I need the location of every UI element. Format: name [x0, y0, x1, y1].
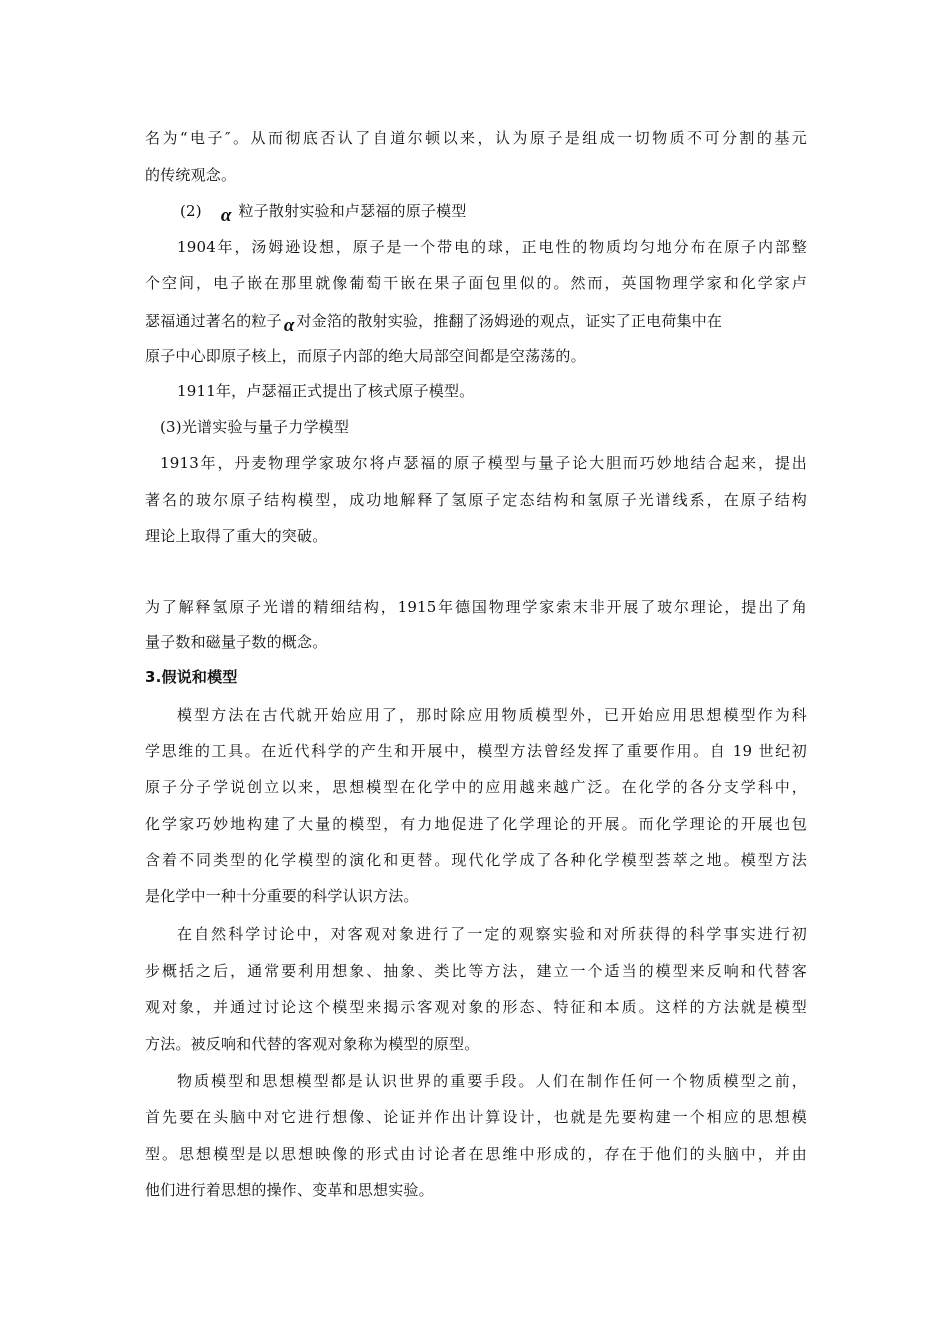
- paragraph-line: 学思维的工具。在近代科学的产生和开展中，模型方法曾经发挥了重要作用。自 19 世纪初: [145, 742, 807, 760]
- paragraph-line: 为了解释氢原子光谱的精细结构，1915年德国物理学家索末非开展了玻尔理论，提出了角: [145, 598, 807, 616]
- paragraph-line: 含着不同类型的化学模型的演化和更替。现代化学成了各种化学模型荟萃之地。模型方法: [145, 851, 807, 869]
- section-heading-hypothesis-model: 3.假说和模型: [145, 668, 238, 686]
- paragraph-line: 物质模型和思想模型都是认识世界的重要手段。人们在制作任何一个物质模型之前，: [177, 1072, 807, 1090]
- paragraph-line: 首先要在头脑中对它进行想像、论证并作出计算设计，也就是先要构建一个相应的思想模: [145, 1108, 807, 1126]
- paragraph-line: 1911年，卢瑟福正式提出了核式原子模型。: [177, 382, 475, 400]
- paragraph-line: 量子数和磁量子数的概念。: [145, 633, 328, 651]
- paragraph-text: 对金箔的散射实验，推翻了汤姆逊的观点，证实了正电荷集中在: [296, 312, 723, 330]
- paragraph-line: 1913年，丹麦物理学家玻尔将卢瑟福的原子模型与量子论大胆而巧妙地结合起来，提出: [160, 454, 807, 472]
- section-heading-2: [180, 201, 467, 226]
- paragraph-line: 在自然科学讨论中，对客观对象进行了一定的观察实验和对所获得的科学事实进行初: [177, 925, 807, 943]
- paragraph-line: 1904年，汤姆逊设想，原子是一个带电的球，正电性的物质均匀地分布在原子内部整: [177, 238, 807, 256]
- paragraph-line: 的传统观念。: [145, 166, 237, 184]
- paragraph-line: 理论上取得了重大的突破。: [145, 527, 328, 545]
- paragraph-line: 是化学中一种十分重要的科学认识方法。: [145, 887, 419, 905]
- paragraph-line: 方法。被反响和代替的客观对象称为模型的原型。: [145, 1035, 480, 1053]
- section-number: (2): [180, 202, 202, 220]
- paragraph-line: 他们进行着思想的操作、变革和思想实验。: [145, 1181, 434, 1199]
- paragraph-line: 模型方法在古代就开始应用了，那时除应用物质模型外，已开始应用思想模型作为科: [177, 706, 807, 724]
- paragraph-line: 步概括之后，通常要利用想象、抽象、类比等方法，建立一个适当的模型来反响和代替客: [145, 962, 807, 980]
- paragraph-line: 著名的玻尔原子结构模型，成功地解释了氢原子定态结构和氢原子光谱线系，在原子结构: [145, 491, 807, 509]
- paragraph-line-with-symbol: [145, 311, 807, 336]
- paragraph-line: 原子中心即原子核上，而原子内部的绝大局部空间都是空荡荡的。: [145, 347, 586, 365]
- paragraph-line: 观对象，并通过讨论这个模型来揭示客观对象的形态、特征和本质。这样的方法就是模型: [145, 998, 807, 1016]
- paragraph-line: 型。思想模型是以思想映像的形式由讨论者在思维中形成的，存在于他们的头脑中，并由: [145, 1145, 807, 1163]
- paragraph-line: 化学家巧妙地构建了大量的模型，有力地促进了化学理论的开展。而化学理论的开展也包: [145, 815, 807, 833]
- section-heading-3: (3)光谱实验与量子力学模型: [160, 418, 350, 436]
- section-title: 粒子散射实验和卢瑟福的原子模型: [238, 202, 467, 220]
- alpha-symbol: α: [220, 205, 232, 226]
- paragraph-line: 个空间，电子嵌在那里就像葡萄干嵌在果子面包里似的。然而，英国物理学家和化学家卢: [145, 274, 807, 292]
- paragraph-line: 原子分子学说创立以来，思想模型在化学中的应用越来越广泛。在化学的各分支学科中，: [145, 778, 807, 796]
- paragraph-text: 瑟福通过著名的粒子: [145, 312, 282, 330]
- alpha-symbol: α: [283, 315, 295, 336]
- paragraph-line: 名为“电子″。从而彻底否认了自道尔顿以来，认为原子是组成一切物质不可分割的基元: [145, 129, 807, 147]
